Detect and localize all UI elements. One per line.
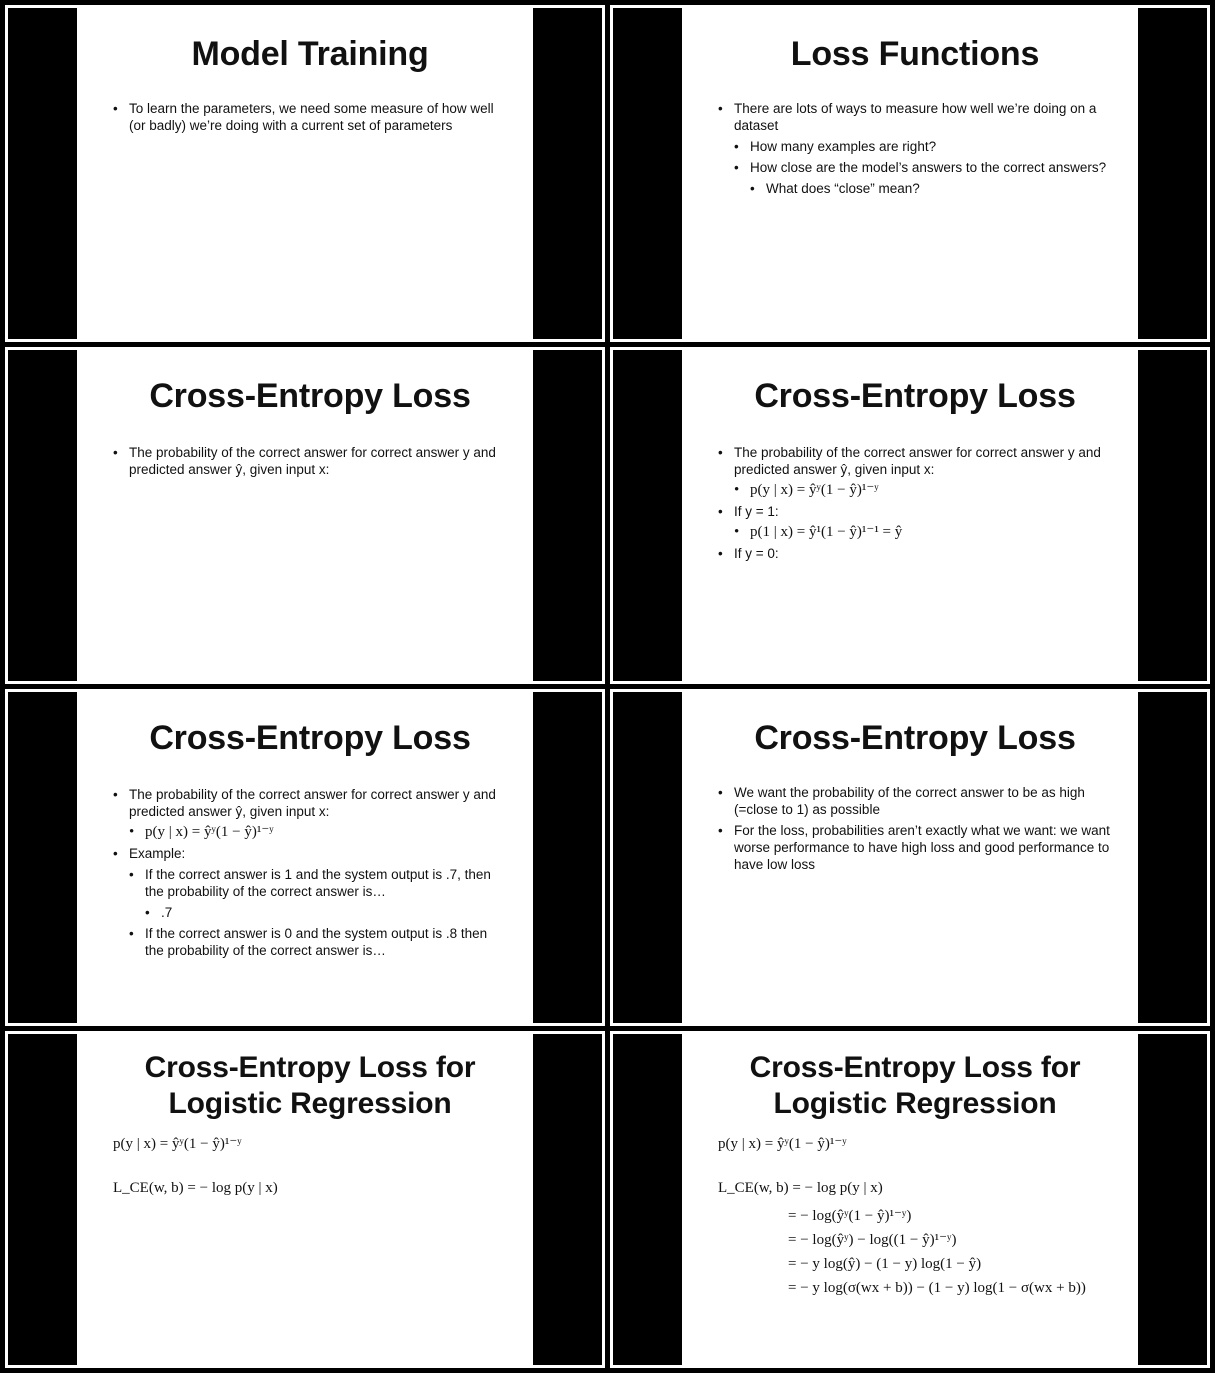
bullet-item: • To learn the parameters, we need some measure of how well (or badly) we’re doing with a current set of parameters: [113, 100, 507, 134]
slide-title: Cross-Entropy Loss: [149, 719, 471, 757]
slide-thumbnail-5[interactable]: [5, 689, 605, 1026]
slide-canvas: [682, 8, 1138, 339]
bullet-item: • Example:: [113, 845, 507, 862]
title-line-1: Cross-Entropy Loss for: [144, 1051, 476, 1084]
derivation-line: = − log(ŷʸ) − log((1 − ŷ)¹⁻ʸ): [788, 1232, 957, 1248]
bullet-item: • What does “close” mean?: [750, 180, 1112, 197]
slide-thumbnail-6[interactable]: [610, 689, 1210, 1026]
title-line-1: Cross-Entropy Loss for: [749, 1051, 1081, 1084]
bullet-item: • For the loss, probabilities aren’t exactly what we want: we want worse performance to have high loss and good performance to have low loss: [718, 822, 1112, 873]
bullet-list: [113, 786, 507, 959]
slide-title: Cross-Entropy Loss: [149, 377, 471, 415]
bullet-list: [718, 100, 1112, 197]
slide-title: [718, 1050, 1112, 1122]
slide-title: Model Training: [191, 35, 429, 73]
loss-equation: L_CE(w, b) = − log p(y | x): [718, 1180, 883, 1196]
title-line-2: Logistic Regression: [168, 1087, 452, 1120]
bullet-item: • We want the probability of the correct answer to be as high (=close to 1) as possible: [718, 784, 1112, 818]
slide-thumbnail-3[interactable]: [5, 347, 605, 684]
slide-thumbnail-1[interactable]: [5, 5, 605, 342]
slide-canvas: [77, 350, 533, 681]
slide-thumbnail-8[interactable]: [610, 1031, 1210, 1368]
bullet-item: • There are lots of ways to measure how well we’re doing on a dataset: [718, 100, 1112, 134]
formula-bullet: • p(y | x) = ŷʸ(1 − ŷ)¹⁻ʸ: [734, 482, 1112, 499]
slide-canvas: [77, 8, 533, 339]
slide-thumbnail-2[interactable]: [610, 5, 1210, 342]
title-line-2: Logistic Regression: [773, 1087, 1057, 1120]
bullet-list: [113, 100, 507, 134]
bullet-item: • The probability of the correct answer for correct answer y and predicted answer ŷ, given input x:: [113, 444, 507, 478]
bullet-item: • The probability of the correct answer for correct answer y and predicted answer ŷ, given input x:: [718, 444, 1112, 478]
bullet-item: • If y = 0:: [718, 545, 1112, 562]
slide-title: Cross-Entropy Loss: [754, 377, 1076, 415]
slide-title: [113, 1050, 507, 1122]
bullet-item: • If the correct answer is 0 and the system output is .8 then the probability of the correct answer is…: [129, 925, 507, 959]
bullet-item: • How many examples are right?: [734, 138, 1112, 155]
slide-canvas: [77, 692, 533, 1023]
bullet-item: • .7: [145, 904, 507, 921]
probability-equation: p(y | x) = ŷʸ(1 − ŷ)¹⁻ʸ: [113, 1136, 242, 1152]
bullet-item: • If the correct answer is 1 and the system output is .7, then the probability of the correct answer is…: [129, 866, 507, 900]
slide-canvas: [682, 1034, 1138, 1365]
derivation-line: = − y log(σ(wx + b)) − (1 − y) log(1 − σ(wx + b)): [788, 1280, 1086, 1296]
derivation-lines: [788, 1204, 1086, 1300]
bullet-item: • The probability of the correct answer for correct answer y and predicted answer ŷ, given input x:: [113, 786, 507, 820]
slide-canvas: [682, 692, 1138, 1023]
slide-thumbnail-4[interactable]: [610, 347, 1210, 684]
bullet-list: [113, 444, 507, 478]
loss-equation: L_CE(w, b) = − log p(y | x): [113, 1180, 278, 1196]
probability-equation: p(y | x) = ŷʸ(1 − ŷ)¹⁻ʸ: [718, 1136, 847, 1152]
formula-bullet: • p(y | x) = ŷʸ(1 − ŷ)¹⁻ʸ: [129, 824, 507, 841]
derivation-line: = − log(ŷʸ(1 − ŷ)¹⁻ʸ): [788, 1208, 912, 1224]
bullet-list: [718, 784, 1112, 873]
slide-title: Cross-Entropy Loss: [754, 719, 1076, 757]
formula-bullet: • p(1 | x) = ŷ¹(1 − ŷ)¹⁻¹ = ŷ: [734, 524, 1112, 541]
bullet-list: [718, 444, 1112, 562]
slide-title: Loss Functions: [790, 35, 1040, 73]
slide-canvas: [682, 350, 1138, 681]
derivation-line: = − y log(ŷ) − (1 − y) log(1 − ŷ): [788, 1256, 982, 1272]
bullet-item: • If y = 1:: [718, 503, 1112, 520]
bullet-item: • How close are the model’s answers to the correct answers?: [734, 159, 1112, 176]
slide-canvas: [77, 1034, 533, 1365]
slide-thumbnail-7[interactable]: [5, 1031, 605, 1368]
